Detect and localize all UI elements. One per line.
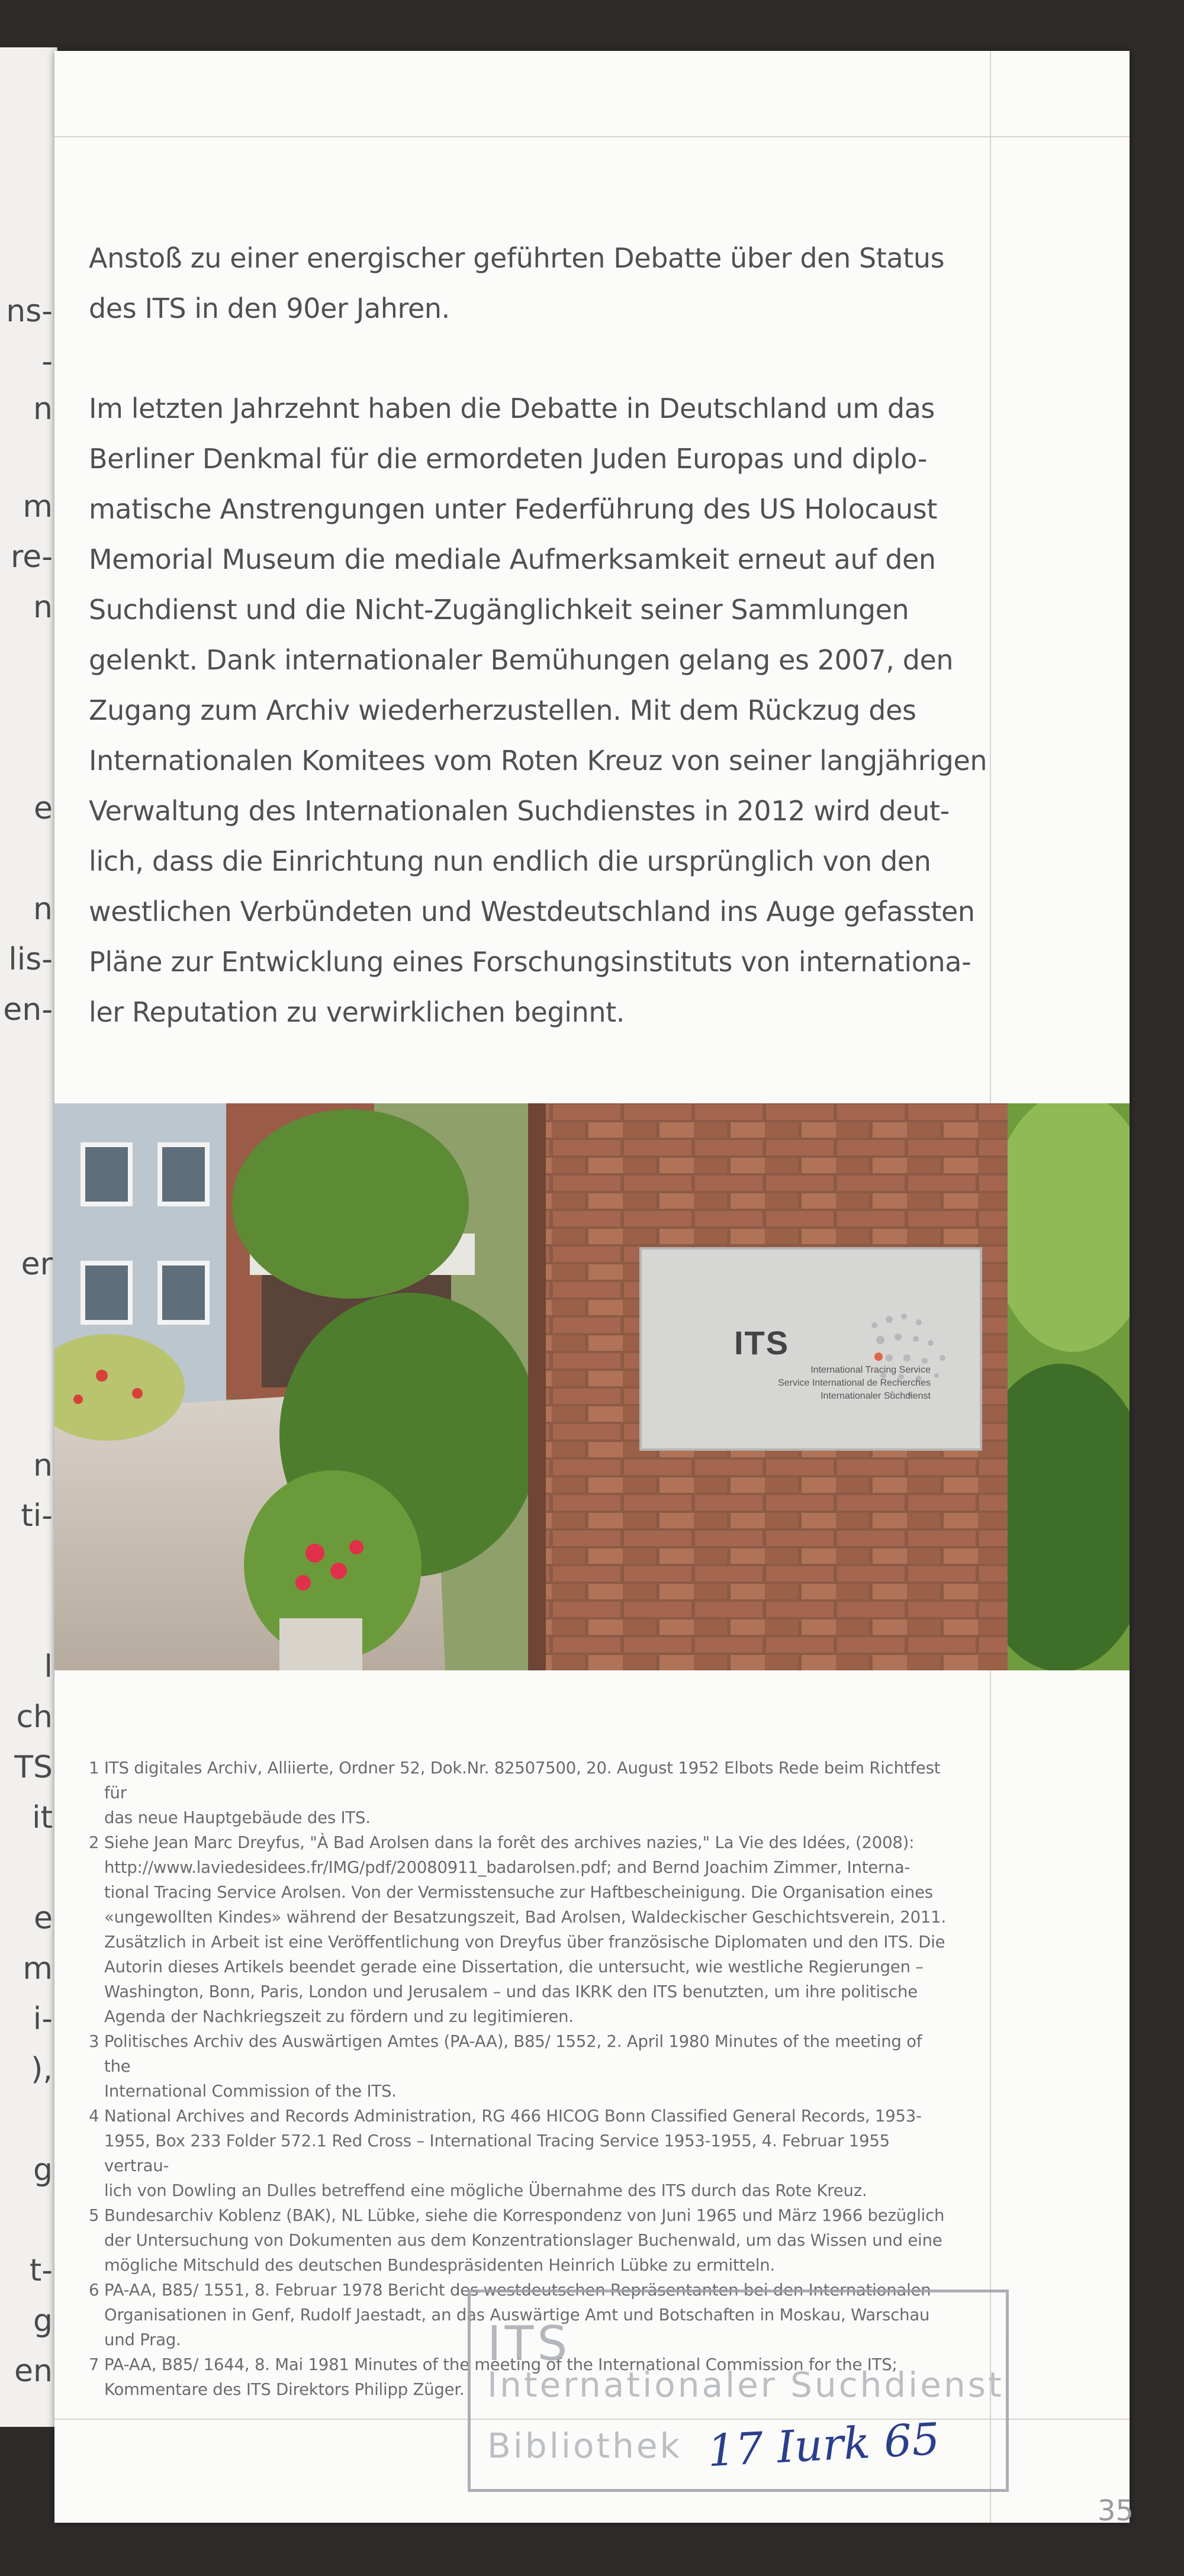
previous-page-fragment: n bbox=[33, 1448, 53, 1483]
previous-page-fragment: n bbox=[33, 391, 53, 427]
footnote-number: 2 bbox=[89, 1833, 99, 1852]
previous-page-fragment: m bbox=[22, 489, 53, 524]
previous-page-fragment: e bbox=[34, 791, 53, 826]
layout-guide-line bbox=[990, 51, 991, 1105]
footnote-text: PA-AA, B85/ 1644, 8. Mai 1981 Minutes of the meeting of the International Commission for the ITS; Kommentare des ITS Direktors Philipp Züger. bbox=[104, 2355, 897, 2399]
previous-page-fragment: e bbox=[34, 1901, 53, 1936]
previous-page-fragment: m bbox=[22, 1951, 53, 1986]
footnote bbox=[89, 2104, 947, 2203]
previous-page-fragment: l bbox=[44, 1649, 53, 1685]
previous-page-fragment: g bbox=[33, 2303, 53, 2339]
previous-page-fragment: er bbox=[21, 1247, 53, 1282]
stamp-text: Internationaler Suchdienst bbox=[487, 2365, 1004, 2405]
previous-page-fragment: t- bbox=[29, 2253, 53, 2288]
footnote-number: 4 bbox=[89, 2107, 99, 2126]
previous-page-edge bbox=[0, 47, 57, 2427]
layout-guide-line bbox=[54, 136, 1130, 137]
body-paragraph: Anstoß zu einer energischer geführten Debatte über den Status des ITS in den 90er Jahren. bbox=[89, 242, 945, 324]
handwritten-signature-number: 17 Iurk 65 bbox=[706, 2413, 941, 2477]
footnote bbox=[89, 2029, 947, 2104]
its-sign-logo: ITS bbox=[734, 1324, 790, 1361]
stamp-text: ITS bbox=[487, 2316, 571, 2371]
its-sign-line: International Tracing Service bbox=[810, 1365, 931, 1375]
previous-page-fragment: n bbox=[33, 891, 53, 927]
footnote-number: 6 bbox=[89, 2281, 99, 2300]
footnote bbox=[89, 1830, 947, 2029]
footnote-text: Politisches Archiv des Auswärtigen Amtes (PA-AA), B85/ 1552, 2. April 1980 Minutes of the meeting of the International Commission of the ITS. bbox=[104, 2032, 922, 2101]
stamp-text: Bibliothek bbox=[487, 2426, 683, 2466]
footnote-number: 5 bbox=[89, 2206, 99, 2225]
footnote bbox=[89, 2203, 947, 2278]
previous-page-fragment: g bbox=[33, 2152, 53, 2188]
previous-page-fragment: en bbox=[14, 2353, 53, 2389]
previous-page-fragment: it bbox=[32, 1800, 53, 1836]
its-sign-line: Service International de Recherches bbox=[778, 1378, 931, 1388]
previous-page-fragment: ch bbox=[16, 1699, 53, 1735]
footnote-text: Siehe Jean Marc Dreyfus, "À Bad Arolsen dans la forêt des archives nazies," La Vie des Idées, (2008): http://www.laviedesidees.fr/IMG/pdf/20080911_badarolsen.pdf; and Bernd Joachim Zimmer, Interna- tional Tracing Service Arolsen. Von der Vermisstensuche zur Haftbescheinigung. Die Organisation eines «ungewollten Kindes» während der Besatzungszeit, Bad Arolsen, Waldeckischer Geschichtsverein, 2011. Zusätzlich in Arbeit ist eine Veröffentlichung von Dreyfus über französische Diplomaten und den ITS. Die Autorin dieses Artikels beendet gerade eine Dissertation, die untersucht, wie westliche Regierungen – Washington, Bonn, Paris, London und Jerusalem – und das IKRK den ITS benutzten, um ihre politische Agenda der Nachkriegszeit zu fördern und zu legitimieren. bbox=[104, 1833, 947, 2026]
its-sign-text bbox=[652, 1364, 931, 1403]
footnote-number: 1 bbox=[89, 1759, 99, 1778]
footnote-text: Bundesarchiv Koblenz (BAK), NL Lübke, siehe die Korrespondenz von Juni 1965 und März 1966 bezüglich der Untersuchung von Dokumenten aus dem Konzentrationslager Buchenwald, um das Wissen und eine mögliche Mitschuld des deutschen Bundespräsidenten Heinrich Lübke zu ermitteln. bbox=[104, 2206, 945, 2275]
footnote-text: PA-AA, B85/ 1551, 8. Februar 1978 Bericht des westdeutschen Repräsentanten bei den Internationalen Organisationen in Genf, Rudolf Jaestadt, an das Auswärtige Amt und Botschaften in Moskau, Warschau und Prag. bbox=[104, 2281, 931, 2349]
body-paragraph: Im letzten Jahrzehnt haben die Debatte in Deutschland um das Berliner Denkmal für die ermordeten Juden Europas und diplo- matische Anstrengungen unter Federführung des US Holocaust Memorial Museum die mediale Aufmerksamkeit erneut auf den Suchdienst und die Nicht-Zugänglichkeit seiner Sammlungen gelenkt. Dank internationaler Bemühungen gelang es 2007, den Zugang zum Archiv wiederherzustellen. Mit dem Rückzug des Internationalen Komitees vom Roten Kreuz von seiner langjährigen Verwaltung des Internationalen Suchdienstes in 2012 wird deut- lich, dass die Einrichtung nun endlich die ursprünglich von den westlichen Verbündeten und Westdeutschland ins Auge gefassten Pläne zur Entwicklung eines Forschungsinstituts von internationa- ler Reputation zu verwirklichen beginnt. bbox=[89, 392, 987, 1028]
previous-page-fragment: ti- bbox=[21, 1498, 53, 1534]
its-building-photo bbox=[54, 1103, 1130, 1670]
footnote-number: 3 bbox=[89, 2032, 99, 2051]
previous-page-fragment: i- bbox=[33, 2001, 53, 2037]
previous-page-fragment: - bbox=[41, 344, 53, 379]
footnote-number: 7 bbox=[89, 2355, 99, 2374]
its-sign-line: Internationaler Suchdienst bbox=[821, 1391, 931, 1401]
previous-page-fragment: ), bbox=[31, 2052, 53, 2087]
document-page bbox=[54, 51, 1134, 2527]
previous-page-fragment: TS bbox=[14, 1750, 53, 1785]
previous-page-fragment: re- bbox=[11, 539, 53, 575]
photo-illustration bbox=[54, 1103, 1130, 1670]
footnote bbox=[89, 1756, 947, 1830]
footnote-text: ITS digitales Archiv, Alliierte, Ordner 52, Dok.Nr. 82507500, 20. August 1952 Elbots Rede beim Richtfest für das neue Hauptgebäude des ITS. bbox=[104, 1759, 941, 1827]
footnote-text: National Archives and Records Administration, RG 466 HICOG Bonn Classified General Records, 1953- 1955, Box 233 Folder 572.1 Red Cross – International Tracing Service 1953-1955, 4. Februar 1955 vertrau- lich von Dowling an Dulles betreffend eine mögliche Übernahme des ITS durch das Rote Kreuz. bbox=[104, 2107, 922, 2200]
previous-page-fragment: ns- bbox=[6, 294, 53, 329]
previous-page-fragment: n bbox=[33, 590, 53, 625]
previous-page-fragment: lis- bbox=[8, 942, 53, 977]
page-number: 35 bbox=[1098, 2494, 1134, 2527]
previous-page-fragment: en- bbox=[3, 992, 53, 1028]
